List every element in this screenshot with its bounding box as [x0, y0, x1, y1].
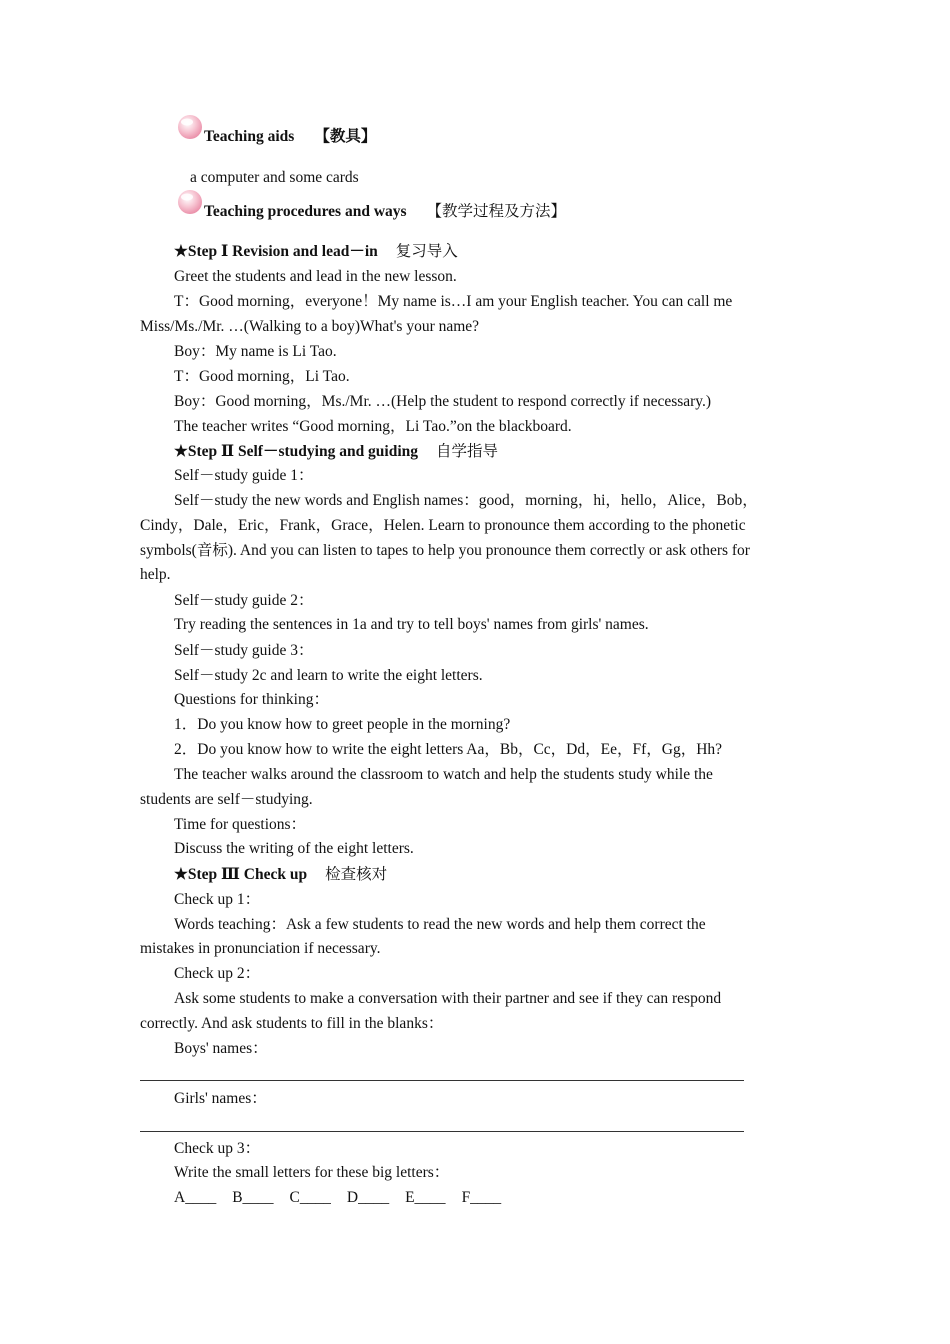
pink-bullet-icon	[176, 188, 204, 216]
paragraph-line: Greet the students and lead in the new lesson.	[174, 268, 457, 285]
paragraph-line: symbols(音标). And you can listen to tapes to help you pronounce them correctly or ask others for	[140, 542, 750, 559]
pink-bullet-icon	[176, 113, 204, 141]
paragraph-line: Time for questions：	[174, 816, 307, 833]
girls-names-label: Girls' names：	[174, 1090, 267, 1107]
paragraph-line: Boy：Good morning，Ms./Mr. …(Help the student to respond correctly if necessary.)	[174, 393, 712, 410]
paragraph-line: Self－study guide 1：	[174, 467, 314, 484]
step3-title: ★Step Ⅲ Check up	[174, 866, 308, 883]
letter-blank[interactable]: A____	[174, 1189, 217, 1206]
step3-cn: 检查核对	[325, 866, 388, 883]
paragraph-line: 1．Do you know how to greet people in the morning?	[174, 716, 511, 733]
letter-blank[interactable]: B____	[232, 1189, 274, 1206]
paragraph-line: help.	[140, 566, 171, 583]
boys-names-label: Boys' names：	[174, 1040, 268, 1057]
paragraph-line: students are self－studying.	[140, 791, 313, 808]
paragraph-line: Cindy，Dale，Eric，Frank，Grace，Helen. Learn to pronounce them according to the phonetic	[140, 517, 746, 534]
paragraph-line: 2．Do you know how to write the eight letters Aa，Bb，Cc，Dd，Ee，Ff，Gg，Hh?	[174, 741, 723, 758]
paragraph-line: T：Good morning，Li Tao.	[174, 368, 350, 385]
boys-names-blank-line[interactable]	[140, 1080, 744, 1081]
step1-heading	[174, 242, 458, 262]
teaching-procedures-cn: 【教学过程及方法】	[426, 203, 567, 220]
paragraph-line: Self－study 2c and learn to write the eight letters.	[174, 667, 483, 684]
step3-heading	[174, 865, 387, 885]
paragraph-line: Self－study guide 3：	[174, 642, 314, 659]
paragraph-line: Questions for thinking：	[174, 691, 329, 708]
teaching-aids-body: a computer and some cards	[190, 169, 359, 186]
paragraph-line: Words teaching：Ask a few students to read the new words and help them correct the	[174, 916, 706, 933]
paragraph-line: Self－study the new words and English names：good，morning，hi，hello，Alice，Bob，	[174, 492, 758, 509]
paragraph-line: Check up 1：	[174, 891, 261, 908]
paragraph-line: Check up 2：	[174, 965, 261, 982]
letter-blank[interactable]: C____	[289, 1189, 331, 1206]
step1-cn: 复习导入	[395, 243, 458, 260]
paragraph-line: correctly. And ask students to fill in the blanks：	[140, 1015, 444, 1032]
teaching-aids-title: Teaching aids	[204, 128, 295, 145]
paragraph-line: Miss/Ms./Mr. …(Walking to a boy)What's your name?	[140, 318, 480, 335]
paragraph-line: The teacher writes “Good morning，Li Tao.”on the blackboard.	[174, 418, 572, 435]
girls-names-blank-line[interactable]	[140, 1131, 744, 1132]
letter-blanks-row	[174, 1188, 501, 1208]
paragraph-line: Ask some students to make a conversation with their partner and see if they can respond	[174, 990, 722, 1007]
paragraph-line: mistakes in pronunciation if necessary.	[140, 940, 381, 957]
step2-title: ★Step Ⅱ Self－studying and guiding	[174, 443, 419, 460]
letter-blank[interactable]: F____	[461, 1189, 502, 1206]
teaching-aids-cn: 【教具】	[314, 128, 377, 145]
teaching-procedures-title: Teaching procedures and ways	[204, 203, 407, 220]
step1-title: ★Step Ⅰ Revision and lead－in	[174, 243, 378, 260]
paragraph-line: Self－study guide 2：	[174, 592, 314, 609]
paragraph-line: Discuss the writing of the eight letters.	[174, 840, 414, 857]
step2-heading	[174, 442, 498, 462]
paragraph-line: Try reading the sentences in 1a and try to tell boys' names from girls' names.	[174, 616, 649, 633]
letter-blank[interactable]: D____	[346, 1189, 390, 1206]
paragraph-line: Write the small letters for these big letters：	[174, 1164, 450, 1181]
letter-blank[interactable]: E____	[405, 1189, 446, 1206]
paragraph-line: T：Good morning，everyone！My name is…I am your English teacher. You can call me	[174, 293, 733, 310]
step2-cn: 自学指导	[436, 443, 499, 460]
paragraph-line: The teacher walks around the classroom to watch and help the students study while the	[174, 766, 713, 783]
paragraph-line: Boy：My name is Li Tao.	[174, 343, 337, 360]
paragraph-line: Check up 3：	[174, 1140, 261, 1157]
